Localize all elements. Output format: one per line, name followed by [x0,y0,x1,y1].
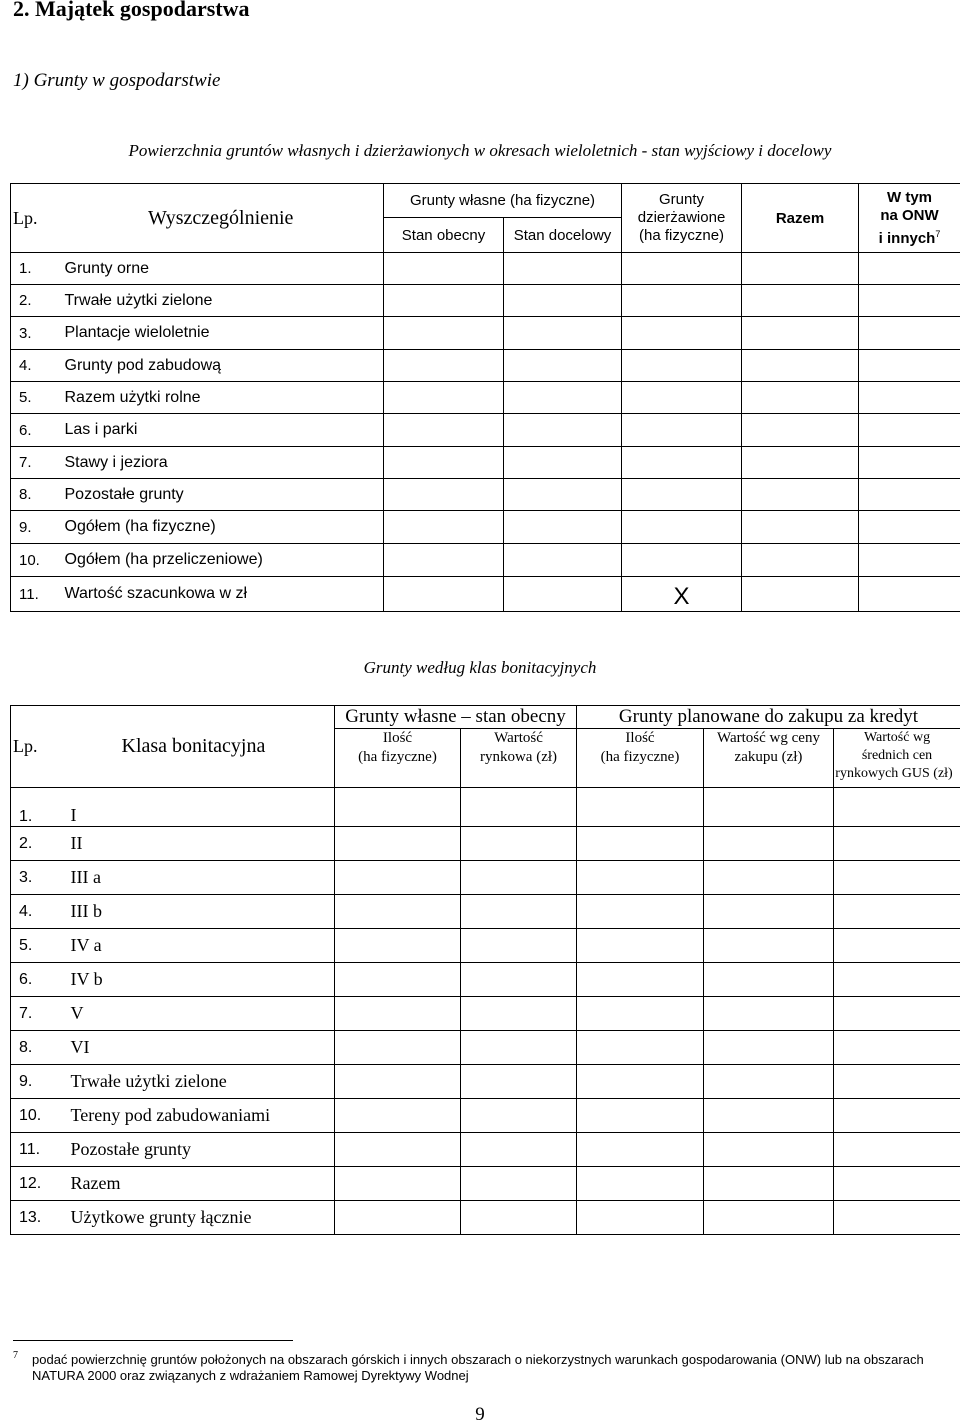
qty-own-cell[interactable] [335,788,461,827]
onw-cell[interactable] [859,382,960,414]
onw-cell[interactable] [859,285,960,317]
row-number: 11. [11,577,59,612]
header-value-own-line2: rynkowa (zł) [479,749,558,765]
row-number: 4. [11,895,65,929]
row-number: 10. [11,544,59,577]
header-value-purchase-line1: Wartość wg ceny [717,730,820,746]
value-own-cell[interactable] [461,1133,577,1167]
own-current-cell[interactable] [384,511,504,544]
qty-own-cell[interactable] [335,895,461,929]
table-row [11,1201,960,1235]
qty-planned-cell[interactable] [577,929,704,963]
table-row [11,285,960,317]
qty-own-cell[interactable] [335,861,461,895]
qty-planned-cell[interactable] [577,827,704,861]
onw-cell[interactable] [859,350,960,382]
table-row [11,1031,960,1065]
own-current-cell[interactable] [384,350,504,382]
table-row [11,997,960,1031]
onw-cell[interactable] [859,253,960,285]
value-gus-cell[interactable] [834,1065,960,1099]
own-target-cell[interactable] [504,382,622,414]
value-own-cell[interactable] [461,788,577,827]
onw-cell[interactable] [859,544,960,577]
own-current-cell[interactable] [384,285,504,317]
leased-cell[interactable] [622,285,742,317]
leased-cell[interactable] [622,511,742,544]
row-label: Stawy i jeziora [59,447,384,479]
leased-cell[interactable] [622,317,742,350]
own-current-cell[interactable] [384,317,504,350]
value-purchase-cell[interactable] [704,1133,834,1167]
table-row [11,414,960,447]
onw-cell[interactable] [859,577,960,612]
page-number: 9 [475,1404,485,1425]
row-label: II [65,827,335,861]
header-own-target: Stan docelowy [504,218,622,253]
row-label: Tereny pod zabudowaniami [65,1099,335,1133]
own-current-cell[interactable] [384,544,504,577]
header-leased [622,184,742,253]
qty-own-cell[interactable] [335,1099,461,1133]
table-row [11,861,960,895]
row-label: Pozostałe grunty [59,479,384,511]
subsection-title: 1) Grunty w gospodarstwie [13,70,221,91]
total-cell[interactable] [742,350,859,382]
onw-cell[interactable] [859,317,960,350]
header-value-purchase-line2: zakupu (zł) [734,749,803,765]
qty-own-cell[interactable] [335,1133,461,1167]
table-row [11,963,960,997]
value-purchase-cell[interactable] [704,1099,834,1133]
header-lp: Lp. [11,706,65,788]
row-number: 3. [11,317,59,350]
own-target-cell[interactable] [504,577,622,612]
value-purchase-cell[interactable] [704,827,834,861]
value-gus-cell[interactable] [834,997,960,1031]
row-number: 6. [11,414,59,447]
qty-planned-cell[interactable] [577,963,704,997]
table-row [11,382,960,414]
own-target-cell[interactable] [504,317,622,350]
qty-own-cell[interactable] [335,1201,461,1235]
value-gus-cell[interactable] [834,788,960,827]
own-target-cell[interactable] [504,350,622,382]
qty-planned-cell[interactable] [577,895,704,929]
row-number: 3. [11,861,65,895]
qty-own-cell[interactable] [335,929,461,963]
row-number: 8. [11,1031,65,1065]
value-purchase-cell[interactable] [704,788,834,827]
own-target-cell[interactable] [504,479,622,511]
row-label: Trwałe użytki zielone [59,285,384,317]
row-label: Pozostałe grunty [65,1133,335,1167]
qty-planned-cell[interactable] [577,1031,704,1065]
table-row [11,350,960,382]
header-class: Klasa bonitacyjna [65,706,335,788]
qty-own-cell[interactable] [335,963,461,997]
table-row [11,827,960,861]
value-own-cell[interactable] [461,929,577,963]
table-row [11,1065,960,1099]
row-number: 8. [11,479,59,511]
land-table [10,183,960,612]
table2-caption: Grunty według klas bonitacyjnych [363,658,597,677]
row-label: Grunty orne [59,253,384,285]
row-label: Grunty pod zabudową [59,350,384,382]
header-own-current: Grunty własne – stan obecny [335,706,577,729]
qty-own-cell[interactable] [335,827,461,861]
header-value-gus-line1: Wartość wg [863,730,931,745]
row-number: 4. [11,350,59,382]
table-row [11,895,960,929]
value-own-cell[interactable] [461,861,577,895]
qty-planned-cell[interactable] [577,1099,704,1133]
value-gus-cell[interactable] [834,1201,960,1235]
value-gus-cell[interactable] [834,1133,960,1167]
soil-class-table [10,705,960,1235]
row-label: Plantacje wieloletnie [59,317,384,350]
table-row [11,253,960,285]
row-number: 7. [11,447,59,479]
header-leased-line1: Grunty [659,191,705,208]
total-cell[interactable] [742,382,859,414]
own-current-cell[interactable] [384,577,504,612]
own-current-cell[interactable] [384,447,504,479]
qty-planned-cell[interactable] [577,1065,704,1099]
own-target-cell[interactable] [504,511,622,544]
row-number: 11. [11,1133,65,1167]
table-row [11,317,960,350]
footnote-ref: 7 [935,228,941,239]
value-gus-cell[interactable] [834,1031,960,1065]
row-number: 10. [11,1099,65,1133]
qty-planned-cell[interactable] [577,1201,704,1235]
leased-cell[interactable] [622,447,742,479]
value-own-cell[interactable] [461,1201,577,1235]
leased-cell[interactable] [622,350,742,382]
own-target-cell[interactable] [504,285,622,317]
total-cell[interactable] [742,447,859,479]
footnote-separator [13,1340,293,1341]
value-own-cell[interactable] [461,1167,577,1201]
header-value-own-line1: Wartość [494,730,543,746]
own-current-cell[interactable] [384,382,504,414]
header-value-own [461,729,577,788]
header-qty-planned-line2: (ha fizyczne) [600,749,680,765]
qty-planned-cell[interactable] [577,1167,704,1201]
header-own-land: Grunty własne (ha fizyczne) [384,184,622,218]
leased-cell[interactable] [622,382,742,414]
row-label: V [65,997,335,1031]
header-leased-line3: (ha fizyczne) [639,227,725,244]
value-purchase-cell[interactable] [704,1065,834,1099]
own-target-cell[interactable] [504,414,622,447]
value-purchase-cell[interactable] [704,895,834,929]
value-gus-cell[interactable] [834,827,960,861]
value-own-cell[interactable] [461,997,577,1031]
header-onw [859,184,960,253]
own-current-cell[interactable] [384,479,504,511]
qty-own-cell[interactable] [335,1167,461,1201]
value-purchase-cell[interactable] [704,997,834,1031]
header-qty-own-line2: (ha fizyczne) [358,749,437,765]
value-own-cell[interactable] [461,1099,577,1133]
total-cell[interactable] [742,511,859,544]
header-value-gus [834,729,960,788]
total-cell[interactable] [742,317,859,350]
own-current-cell[interactable] [384,253,504,285]
value-gus-cell[interactable] [834,861,960,895]
qty-planned-cell[interactable] [577,861,704,895]
qty-planned-cell[interactable] [577,997,704,1031]
row-label: Razem użytki rolne [59,382,384,414]
header-item: Wyszczególnienie [59,184,384,253]
row-number: 9. [11,1065,65,1099]
header-onw-line3-wrap [859,225,960,248]
header-qty-planned-line1: Ilość [625,730,655,746]
row-number: 5. [11,382,59,414]
own-current-cell[interactable] [384,414,504,447]
table-row [11,577,960,612]
table-row [11,1099,960,1133]
total-cell[interactable] [742,253,859,285]
header-lp: Lp. [11,184,59,253]
leased-cell[interactable] [622,479,742,511]
row-label: VI [65,1031,335,1065]
value-purchase-cell[interactable] [704,861,834,895]
total-cell[interactable] [742,544,859,577]
row-label: Ogółem (ha fizyczne) [59,511,384,544]
row-label: Trwałe użytki zielone [65,1065,335,1099]
table-row [11,788,960,827]
qty-planned-cell[interactable] [577,788,704,827]
onw-cell[interactable] [859,414,960,447]
value-own-cell[interactable] [461,1065,577,1099]
row-label: IV a [65,929,335,963]
footnote-mark: 7 [13,1350,18,1361]
table-row [11,447,960,479]
header-onw-line3: i innych [878,229,936,247]
value-purchase-cell[interactable] [704,929,834,963]
row-number: 7. [11,997,65,1031]
value-purchase-cell[interactable] [704,1031,834,1065]
row-number: 1. [11,253,59,285]
qty-planned-cell[interactable] [577,1133,704,1167]
row-label: I [65,788,335,827]
header-planned: Grunty planowane do zakupu za kredyt [577,706,960,729]
table-row [11,544,960,577]
total-cell[interactable] [742,285,859,317]
footnote-text: podać powierzchnię gruntów położonych na obszarach górskich i innych obszarach o niekorzystnych warunkach gospodarowania (ONW) lub na obszarach NATURA 2000 oraz związanych z wdrażaniem Ramowej Dyrektywy Wodnej [32,1352,924,1383]
qty-own-cell[interactable] [335,997,461,1031]
row-number: 9. [11,511,59,544]
total-cell[interactable] [742,479,859,511]
value-gus-cell[interactable] [834,895,960,929]
row-label: III a [65,861,335,895]
section-title: 2. Majątek gospodarstwa [13,0,250,21]
row-number: 1. [11,788,65,827]
row-label: Las i parki [59,414,384,447]
row-label: Użytkowe grunty łącznie [65,1201,335,1235]
value-gus-cell[interactable] [834,963,960,997]
header-onw-line1: W tym [887,188,933,206]
row-label: Ogółem (ha przeliczeniowe) [59,544,384,577]
row-number: 2. [11,285,59,317]
total-cell[interactable] [742,577,859,612]
own-target-cell[interactable] [504,447,622,479]
header-own-current: Stan obecny [384,218,504,253]
row-number: 12. [11,1167,65,1201]
row-label: Wartość szacunkowa w zł [59,577,384,612]
table-row [11,929,960,963]
header-value-gus-line2: średnich cen [861,748,933,763]
table-row [11,1167,960,1201]
value-own-cell[interactable] [461,895,577,929]
value-own-cell[interactable] [461,827,577,861]
value-gus-cell[interactable] [834,1167,960,1201]
own-target-cell[interactable] [504,544,622,577]
row-number: 6. [11,963,65,997]
row-label: IV b [65,963,335,997]
onw-cell[interactable] [859,479,960,511]
own-target-cell[interactable] [504,253,622,285]
table-row [11,1133,960,1167]
row-number: 2. [11,827,65,861]
row-number: 5. [11,929,65,963]
header-leased-line2: dzierżawione [637,209,726,226]
value-gus-cell[interactable] [834,1099,960,1133]
header-value-gus-line3: rynkowych GUS (zł) [835,766,953,781]
leased-cell[interactable] [622,253,742,285]
header-value-purchase [704,729,834,788]
qty-own-cell[interactable] [335,1065,461,1099]
table-row [11,479,960,511]
value-own-cell[interactable] [461,963,577,997]
value-purchase-cell[interactable] [704,1167,834,1201]
row-number: 13. [11,1201,65,1235]
onw-cell[interactable] [859,447,960,479]
header-onw-line2: na ONW [880,206,939,224]
header-total: Razem [742,184,859,253]
table1-caption: Powierzchnia gruntów własnych i dzierżawionych w okresach wieloletnich - stan wyjściowy i docelowy [128,141,832,160]
total-cell[interactable] [742,414,859,447]
value-purchase-cell[interactable] [704,1201,834,1235]
header-qty-own [335,729,461,788]
header-qty-own-line1: Ilość [382,730,413,746]
leased-cell[interactable] [622,544,742,577]
value-own-cell[interactable] [461,1031,577,1065]
leased-cell[interactable] [622,414,742,447]
onw-cell[interactable] [859,511,960,544]
value-purchase-cell[interactable] [704,963,834,997]
not-applicable-mark: X [622,577,742,612]
table-row [11,511,960,544]
row-label: III b [65,895,335,929]
qty-own-cell[interactable] [335,1031,461,1065]
header-qty-planned [577,729,704,788]
value-gus-cell[interactable] [834,929,960,963]
row-label: Razem [65,1167,335,1201]
